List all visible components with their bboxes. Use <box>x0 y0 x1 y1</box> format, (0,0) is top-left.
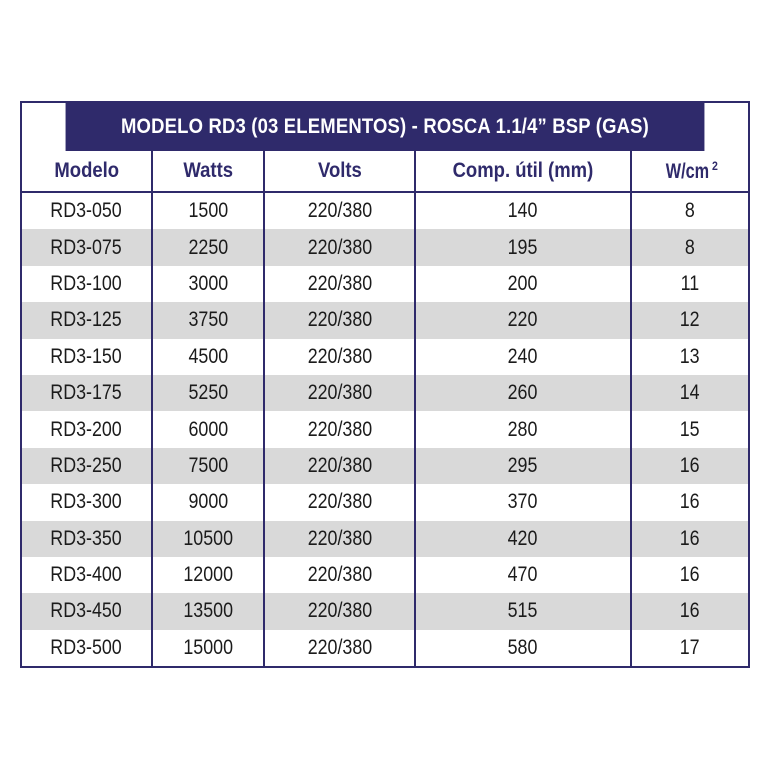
cell-volts: 220/380 <box>264 375 415 411</box>
cell-volts: 220/380 <box>264 484 415 520</box>
cell-comp-util: 195 <box>415 229 631 265</box>
table-row <box>22 375 748 411</box>
cell-volts: 220/380 <box>264 229 415 265</box>
cell-comp-util: 220 <box>415 302 631 338</box>
cell-w-cm2: 16 <box>631 448 748 484</box>
cell-modelo: RD3-125 <box>22 302 152 338</box>
cell-modelo: RD3-400 <box>22 557 152 593</box>
cell-volts: 220/380 <box>264 339 415 375</box>
cell-volts: 220/380 <box>264 630 415 666</box>
cell-volts: 220/380 <box>264 448 415 484</box>
cell-modelo: RD3-050 <box>22 192 152 229</box>
table-row <box>22 411 748 447</box>
table-title: MODELO RD3 (03 ELEMENTOS) - ROSCA 1.1/4” BSP (GAS) <box>66 103 705 151</box>
header-watts: Watts <box>152 151 264 192</box>
header-modelo: Modelo <box>22 151 152 192</box>
table-row <box>22 521 748 557</box>
cell-w-cm2: 11 <box>680 271 700 295</box>
cell-watts: 12000 <box>152 557 264 593</box>
cell-watts: 10500 <box>152 521 264 557</box>
cell-w-cm2: 16 <box>680 490 700 514</box>
cell-watts: 6000 <box>152 411 264 447</box>
cell-w-cm2: 15 <box>680 417 700 441</box>
header-comp-util: Comp. útil (mm) <box>415 151 631 192</box>
table-body <box>22 192 748 666</box>
cell-volts: 220/380 <box>264 521 415 557</box>
cell-volts: 220/380 <box>264 192 415 229</box>
cell-volts: 220/380 <box>264 302 415 338</box>
cell-modelo: RD3-100 <box>22 266 152 302</box>
cell-w-cm2: 8 <box>685 199 695 223</box>
cell-comp-util: 515 <box>415 593 631 629</box>
cell-w-cm2: 8 <box>631 229 748 265</box>
table-row <box>22 302 748 338</box>
header-w-cm2: W/cm $^2$ <box>631 151 748 192</box>
cell-watts: 3000 <box>152 266 264 302</box>
cell-watts: 13500 <box>152 593 264 629</box>
cell-modelo: RD3-350 <box>22 521 152 557</box>
cell-volts: 220/380 <box>264 411 415 447</box>
cell-modelo: RD3-300 <box>22 484 152 520</box>
cell-comp-util: 240 <box>415 339 631 375</box>
cell-modelo: RD3-075 <box>22 229 152 265</box>
cell-comp-util: 470 <box>415 557 631 593</box>
cell-w-cm2: 16 <box>631 521 748 557</box>
table-row <box>22 266 748 302</box>
cell-volts: 220/380 <box>264 557 415 593</box>
cell-modelo: RD3-250 <box>22 448 152 484</box>
table-row <box>22 229 748 265</box>
cell-watts: 5250 <box>152 375 264 411</box>
cell-volts: 220/380 <box>264 593 415 629</box>
cell-volts: 220/380 <box>264 266 415 302</box>
header-row <box>22 151 748 192</box>
spec-table <box>20 101 750 668</box>
table-row <box>22 339 748 375</box>
cell-w-cm2: 16 <box>631 593 748 629</box>
cell-modelo: RD3-200 <box>22 411 152 447</box>
spec-grid <box>22 151 748 666</box>
cell-comp-util: 260 <box>415 375 631 411</box>
cell-w-cm2: 16 <box>680 563 700 587</box>
cell-modelo: RD3-500 <box>22 630 152 666</box>
cell-comp-util: 370 <box>415 484 631 520</box>
cell-watts: 4500 <box>152 339 264 375</box>
cell-w-cm2: 13 <box>680 344 700 368</box>
cell-comp-util: 280 <box>415 411 631 447</box>
cell-modelo: RD3-175 <box>22 375 152 411</box>
header-volts: Volts <box>264 151 415 192</box>
table-row <box>22 484 748 520</box>
cell-w-cm2: 12 <box>631 302 748 338</box>
table-row <box>22 593 748 629</box>
cell-w-cm2: 17 <box>680 635 700 659</box>
cell-watts: 1500 <box>152 192 264 229</box>
table-row <box>22 630 748 666</box>
cell-comp-util: 295 <box>415 448 631 484</box>
cell-comp-util: 140 <box>415 192 631 229</box>
cell-watts: 2250 <box>152 229 264 265</box>
cell-watts: 9000 <box>152 484 264 520</box>
table-row <box>22 557 748 593</box>
cell-watts: 7500 <box>152 448 264 484</box>
table-row <box>22 448 748 484</box>
cell-comp-util: 200 <box>415 266 631 302</box>
cell-comp-util: 580 <box>415 630 631 666</box>
cell-modelo: RD3-150 <box>22 339 152 375</box>
cell-comp-util: 420 <box>415 521 631 557</box>
cell-w-cm2: 14 <box>631 375 748 411</box>
cell-watts: 15000 <box>152 630 264 666</box>
cell-watts: 3750 <box>152 302 264 338</box>
table-row <box>22 192 748 229</box>
cell-modelo: RD3-450 <box>22 593 152 629</box>
